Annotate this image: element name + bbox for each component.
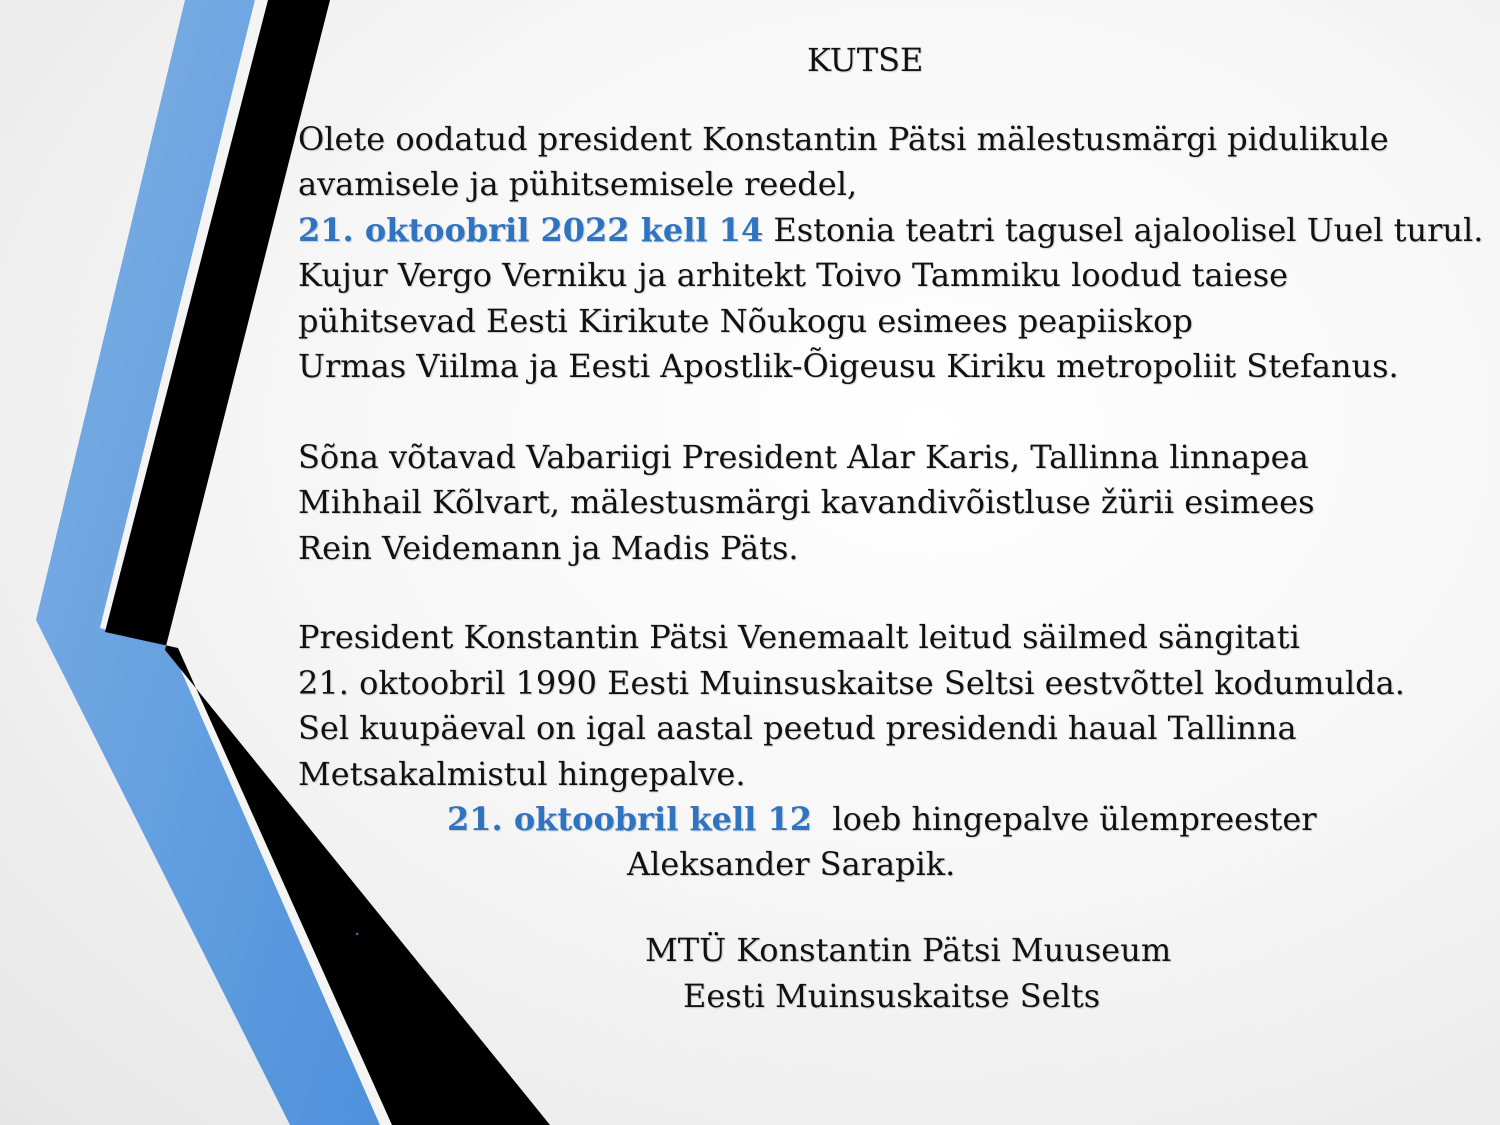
p2-line-2: Mihhail Kõlvart, mälestusmärgi kavandivõistluse žürii esimees: [298, 483, 1315, 521]
p3-line-2: 21. oktoobril 1990 Eesti Muinsuskaitse Seltsi eestvõttel kodumulda.: [298, 664, 1405, 702]
p1-line-3: [298, 208, 1483, 254]
p1-line-5: pühitsevad Eesti Kirikute Nõukogu esimees peapiiskop: [298, 302, 1193, 340]
prayer-text: loeb hingepalve ülempreester: [812, 800, 1317, 838]
prayer-time-highlight: 21. oktoobril kell 12: [447, 800, 812, 838]
p2-line-1: Sõna võtavad Vabariigi President Alar Karis, Tallinna linnapea: [298, 438, 1309, 476]
p3-line-4: Metsakalmistul hingepalve.: [298, 755, 746, 793]
signature-org-1: MTÜ Konstantin Pätsi Muuseum: [645, 931, 1172, 969]
invitation-title: KUTSE: [807, 41, 924, 79]
signature-org-2: Eesti Muinsuskaitse Selts: [683, 977, 1101, 1015]
p3-line-1: President Konstantin Pätsi Venemaalt leitud säilmed sängitati: [298, 618, 1300, 656]
p1-line-6: Urmas Viilma ja Eesti Apostlik-Õigeusu Kiriku metropoliit Stefanus.: [298, 347, 1399, 385]
p1-line-4: Kujur Vergo Verniku ja arhitekt Toivo Tammiku loodud taiese: [298, 256, 1289, 294]
event-location-text: Estonia teatri tagusel ajaloolisel Uuel turul.: [763, 211, 1484, 249]
p3-line-3: Sel kuupäeval on igal aastal peetud presidendi haual Tallinna: [298, 709, 1297, 747]
p1-line-2: avamisele ja pühitsemisele reedel,: [298, 165, 858, 203]
event-date-highlight: 21. oktoobril 2022 kell 14: [298, 211, 764, 249]
p3-line-5: [447, 797, 1317, 843]
p1-line-1: Olete oodatud president Konstantin Pätsi mälestusmärgi pidulikule: [298, 120, 1389, 158]
stray-dot: .: [354, 916, 361, 940]
p3-line-6: Aleksander Sarapik.: [627, 845, 956, 883]
p2-line-3: Rein Veidemann ja Madis Päts.: [298, 529, 799, 567]
